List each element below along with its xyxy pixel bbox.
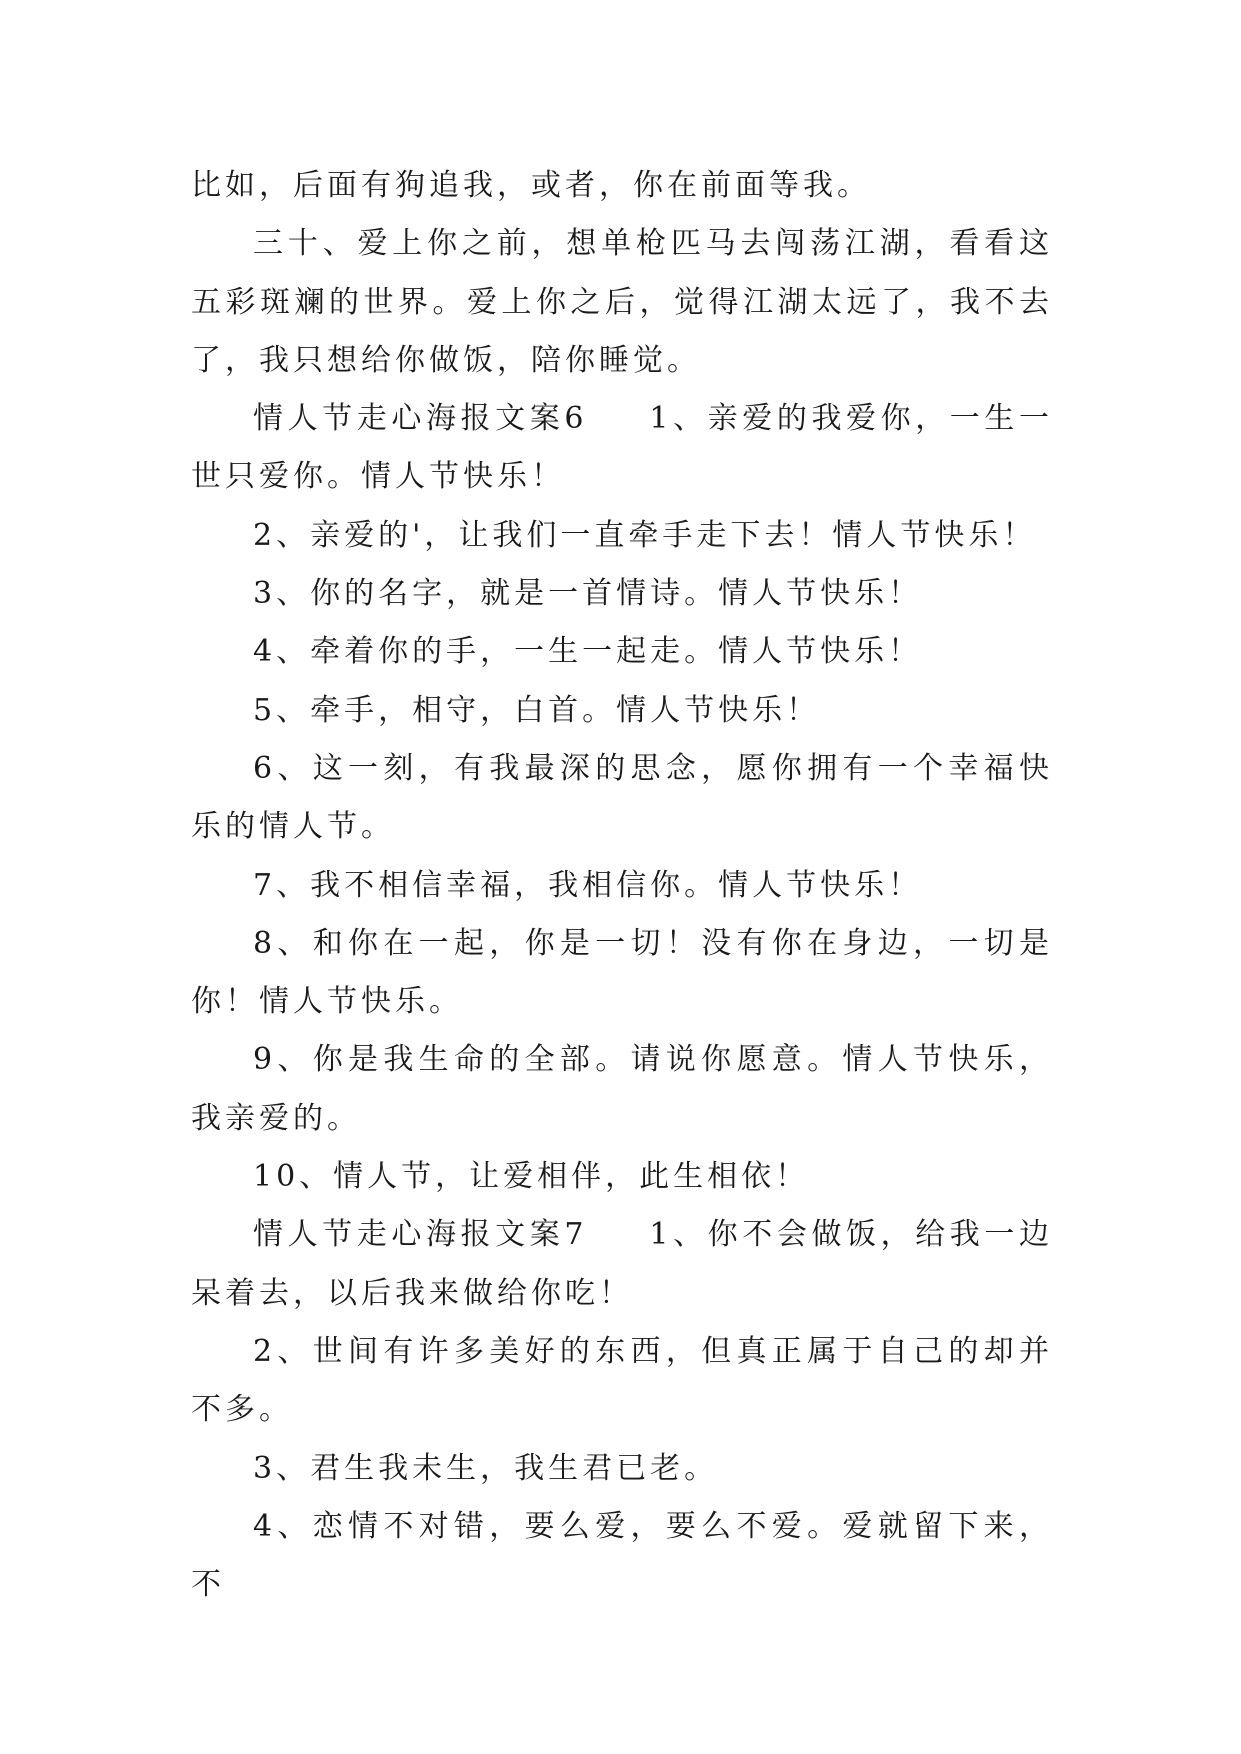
paragraph: 4、牵着你的手，一生一起走。情人节快乐！ (253, 634, 923, 670)
paragraph-with-heading (191, 390, 1053, 507)
paragraph: 4、恋情不对错，要么爱，要么不爱。爱就留下来，不 (191, 1508, 1053, 1603)
paragraph-with-heading (191, 1206, 1053, 1323)
section-heading: 情人节走心海报文案7 (253, 1217, 588, 1253)
paragraph: 6、这一刻，有我最深的思念，愿你拥有一个幸福快乐的情人节。 (191, 750, 1053, 845)
paragraph-text: 1、亲爱的我爱你，一生一世只爱你。情人节快乐！ (191, 401, 1053, 495)
paragraph: 2、世间有许多美好的东西，但真正属于自己的却并不多。 (191, 1333, 1053, 1428)
paragraph: 3、你的名字，就是一首情诗。情人节快乐！ (253, 576, 923, 612)
paragraph-text: 1、你不会做饭，给我一边呆着去，以后我来做给你吃！ (191, 1217, 1053, 1311)
section-heading: 情人节走心海报文案6 (253, 401, 588, 437)
paragraph: 2、亲爱的'，让我们一直牵手走下去！情人节快乐！ (253, 517, 1037, 553)
paragraph: 9、你是我生命的全部。请说你愿意。情人节快乐，我亲爱的。 (191, 1042, 1053, 1136)
paragraph: 5、牵手，相守，白首。情人节快乐！ (253, 692, 821, 728)
paragraph: 10、情人节，让爱相伴，此生相依！ (253, 1159, 810, 1195)
paragraph: 比如，后面有狗追我，或者，你在前面等我。 (191, 168, 871, 203)
paragraph: 8、和你在一起，你是一切！没有你在身边，一切是你！情人节快乐。 (191, 925, 1053, 1020)
paragraph: 3、君生我未生，我生君已老。 (253, 1450, 719, 1486)
paragraph: 7、我不相信幸福，我相信你。情人节快乐！ (253, 867, 923, 903)
document-body (191, 157, 1053, 1614)
paragraph: 三十、爱上你之前，想单枪匹马去闯荡江湖，看看这五彩斑斓的世界。爱上你之后，觉得江湖太远了，我不去了，我只想给你做饭，陪你睡觉。 (191, 226, 1053, 378)
